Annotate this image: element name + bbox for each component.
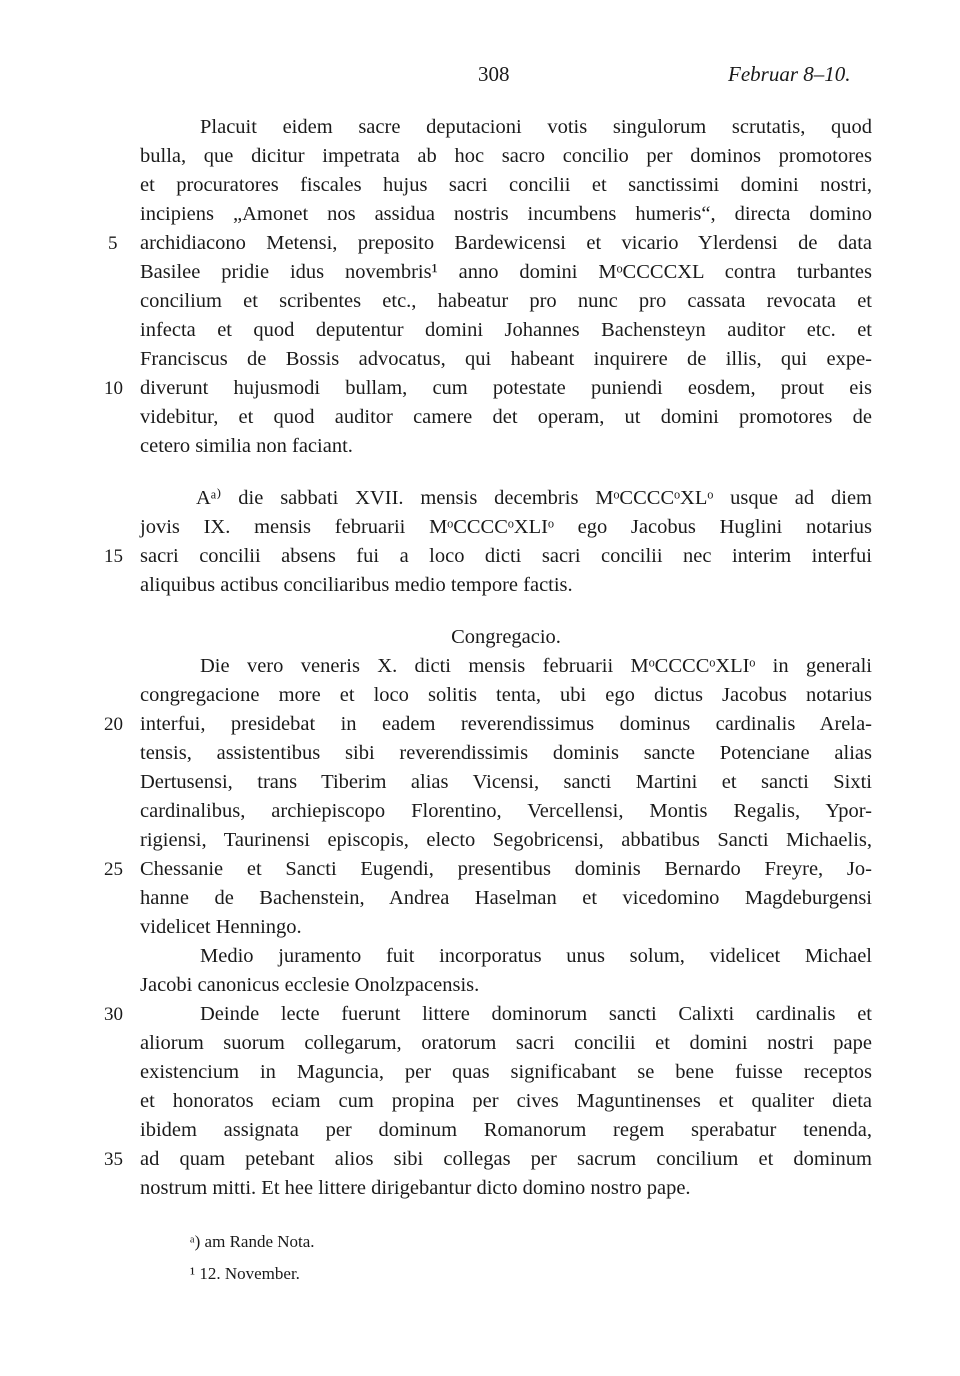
section-heading: Congregacio. (451, 626, 561, 648)
text-line: diverunt hujusmodi bullam, cum potestate puniendi eosdem, prout eis (140, 377, 872, 399)
text-line: et honoratos eciam cum propina per cives Maguntinenses et qualiter dieta (140, 1090, 872, 1112)
text-line: congregacione more et loco solitis tenta, ubi ego dictus Jacobus notarius (140, 684, 872, 706)
line-number: 20 (104, 714, 123, 735)
text-line: Aᵃ⁾ die sabbati XVII. mensis decembris MᵒCCCCᵒXLᵒ usque ad diem (196, 487, 872, 509)
text-line: videlicet Henningo. (140, 916, 302, 938)
text-line: Placuit eidem sacre deputacioni votis singulorum scrutatis, quod (200, 116, 872, 138)
text-line: concilium et scribentes etc., habeatur pro nunc pro cassata revocata et (140, 290, 872, 312)
footnote: ᵃ) am Rande Nota. (190, 1232, 315, 1251)
text-line: Dertusensi, trans Tiberim alias Vicensi, sancti Martini et sancti Sixti (140, 771, 872, 793)
text-line: tensis, assistentibus sibi reverendissimis dominis sancte Potenciane alias (140, 742, 872, 764)
text-line: videbitur, et quod auditor camere det operam, ut domini promotores de (140, 406, 872, 428)
text-line: incipiens „Amonet nos assidua nostris incumbens humeris“, directa domino (140, 203, 872, 225)
text-line: bulla, que dicitur impetrata ab hoc sacro concilio per dominos promotores (140, 145, 872, 167)
text-line: Basilee pridie idus novembris¹ anno domini MᵒCCCCXL contra turbantes (140, 261, 872, 283)
text-line: Medio juramento fuit incorporatus unus solum, videlicet Michael (200, 945, 872, 967)
text-line: Jacobi canonicus ecclesie Onolzpacensis. (140, 974, 480, 996)
text-line: aliquibus actibus conciliaribus medio tempore factis. (140, 574, 573, 596)
text-line: rigiensi, Taurinensi episcopis, electo Segobricensi, abbatibus Sancti Michaelis, (140, 829, 872, 851)
text-line: jovis IX. mensis februarii MᵒCCCCᵒXLIᵒ ego Jacobus Huglini notarius (140, 516, 872, 538)
footnote: ¹ 12. November. (190, 1264, 300, 1283)
text-line: ad quam petebant alios sibi collegas per sacrum concilium et dominum (140, 1148, 872, 1170)
page-header (0, 62, 960, 92)
line-number: 30 (104, 1004, 123, 1025)
line-number: 5 (108, 233, 118, 254)
text-line: aliorum suorum collegarum, oratorum sacri concilii et domini nostri pape (140, 1032, 872, 1054)
line-number: 15 (104, 546, 123, 567)
text-line: Deinde lecte fuerunt littere dominorum sancti Calixti cardinalis et (200, 1003, 872, 1025)
text-line: hanne de Bachenstein, Andrea Haselman et vicedomino Magdeburgensi (140, 887, 872, 909)
running-title: Februar 8–10. (728, 62, 851, 86)
line-number: 10 (104, 378, 123, 399)
text-line: ibidem assignata per dominum Romanorum regem sperabatur tenenda, (140, 1119, 872, 1141)
text-line: interfui, presidebat in eadem reverendissimus dominus cardinalis Arela- (140, 713, 872, 735)
text-line: nostrum mitti. Et hee littere dirigebantur dicto domino nostro pape. (140, 1177, 691, 1199)
text-line: sacri concilii absens fui a loco dicti sacri concilii nec interim interfui (140, 545, 872, 567)
text-line: cetero similia non faciant. (140, 435, 353, 457)
text-line: cardinalibus, archiepiscopo Florentino, Vercellensi, Montis Regalis, Ypor- (140, 800, 872, 822)
text-line: et procuratores fiscales hujus sacri concilii et sanctissimi domini nostri, (140, 174, 872, 196)
text-line: Die vero veneris X. dicti mensis februarii MᵒCCCCᵒXLIᵒ in generali (200, 655, 872, 677)
line-number: 25 (104, 859, 123, 880)
line-number: 35 (104, 1149, 123, 1170)
text-line: archidiacono Metensi, preposito Bardewicensi et vicario Ylerdensi de data (140, 232, 872, 254)
text-line: existencium in Maguncia, per quas significabant se bene fuisse receptos (140, 1061, 872, 1083)
text-line: infecta et quod deputentur domini Johannes Bachensteyn auditor etc. et (140, 319, 872, 341)
text-line: Chessanie et Sancti Eugendi, presentibus dominis Bernardo Freyre, Jo- (140, 858, 872, 880)
text-line: Franciscus de Bossis advocatus, qui habeant inquirere de illis, qui expe- (140, 348, 872, 370)
page-number: 308 (478, 62, 510, 86)
